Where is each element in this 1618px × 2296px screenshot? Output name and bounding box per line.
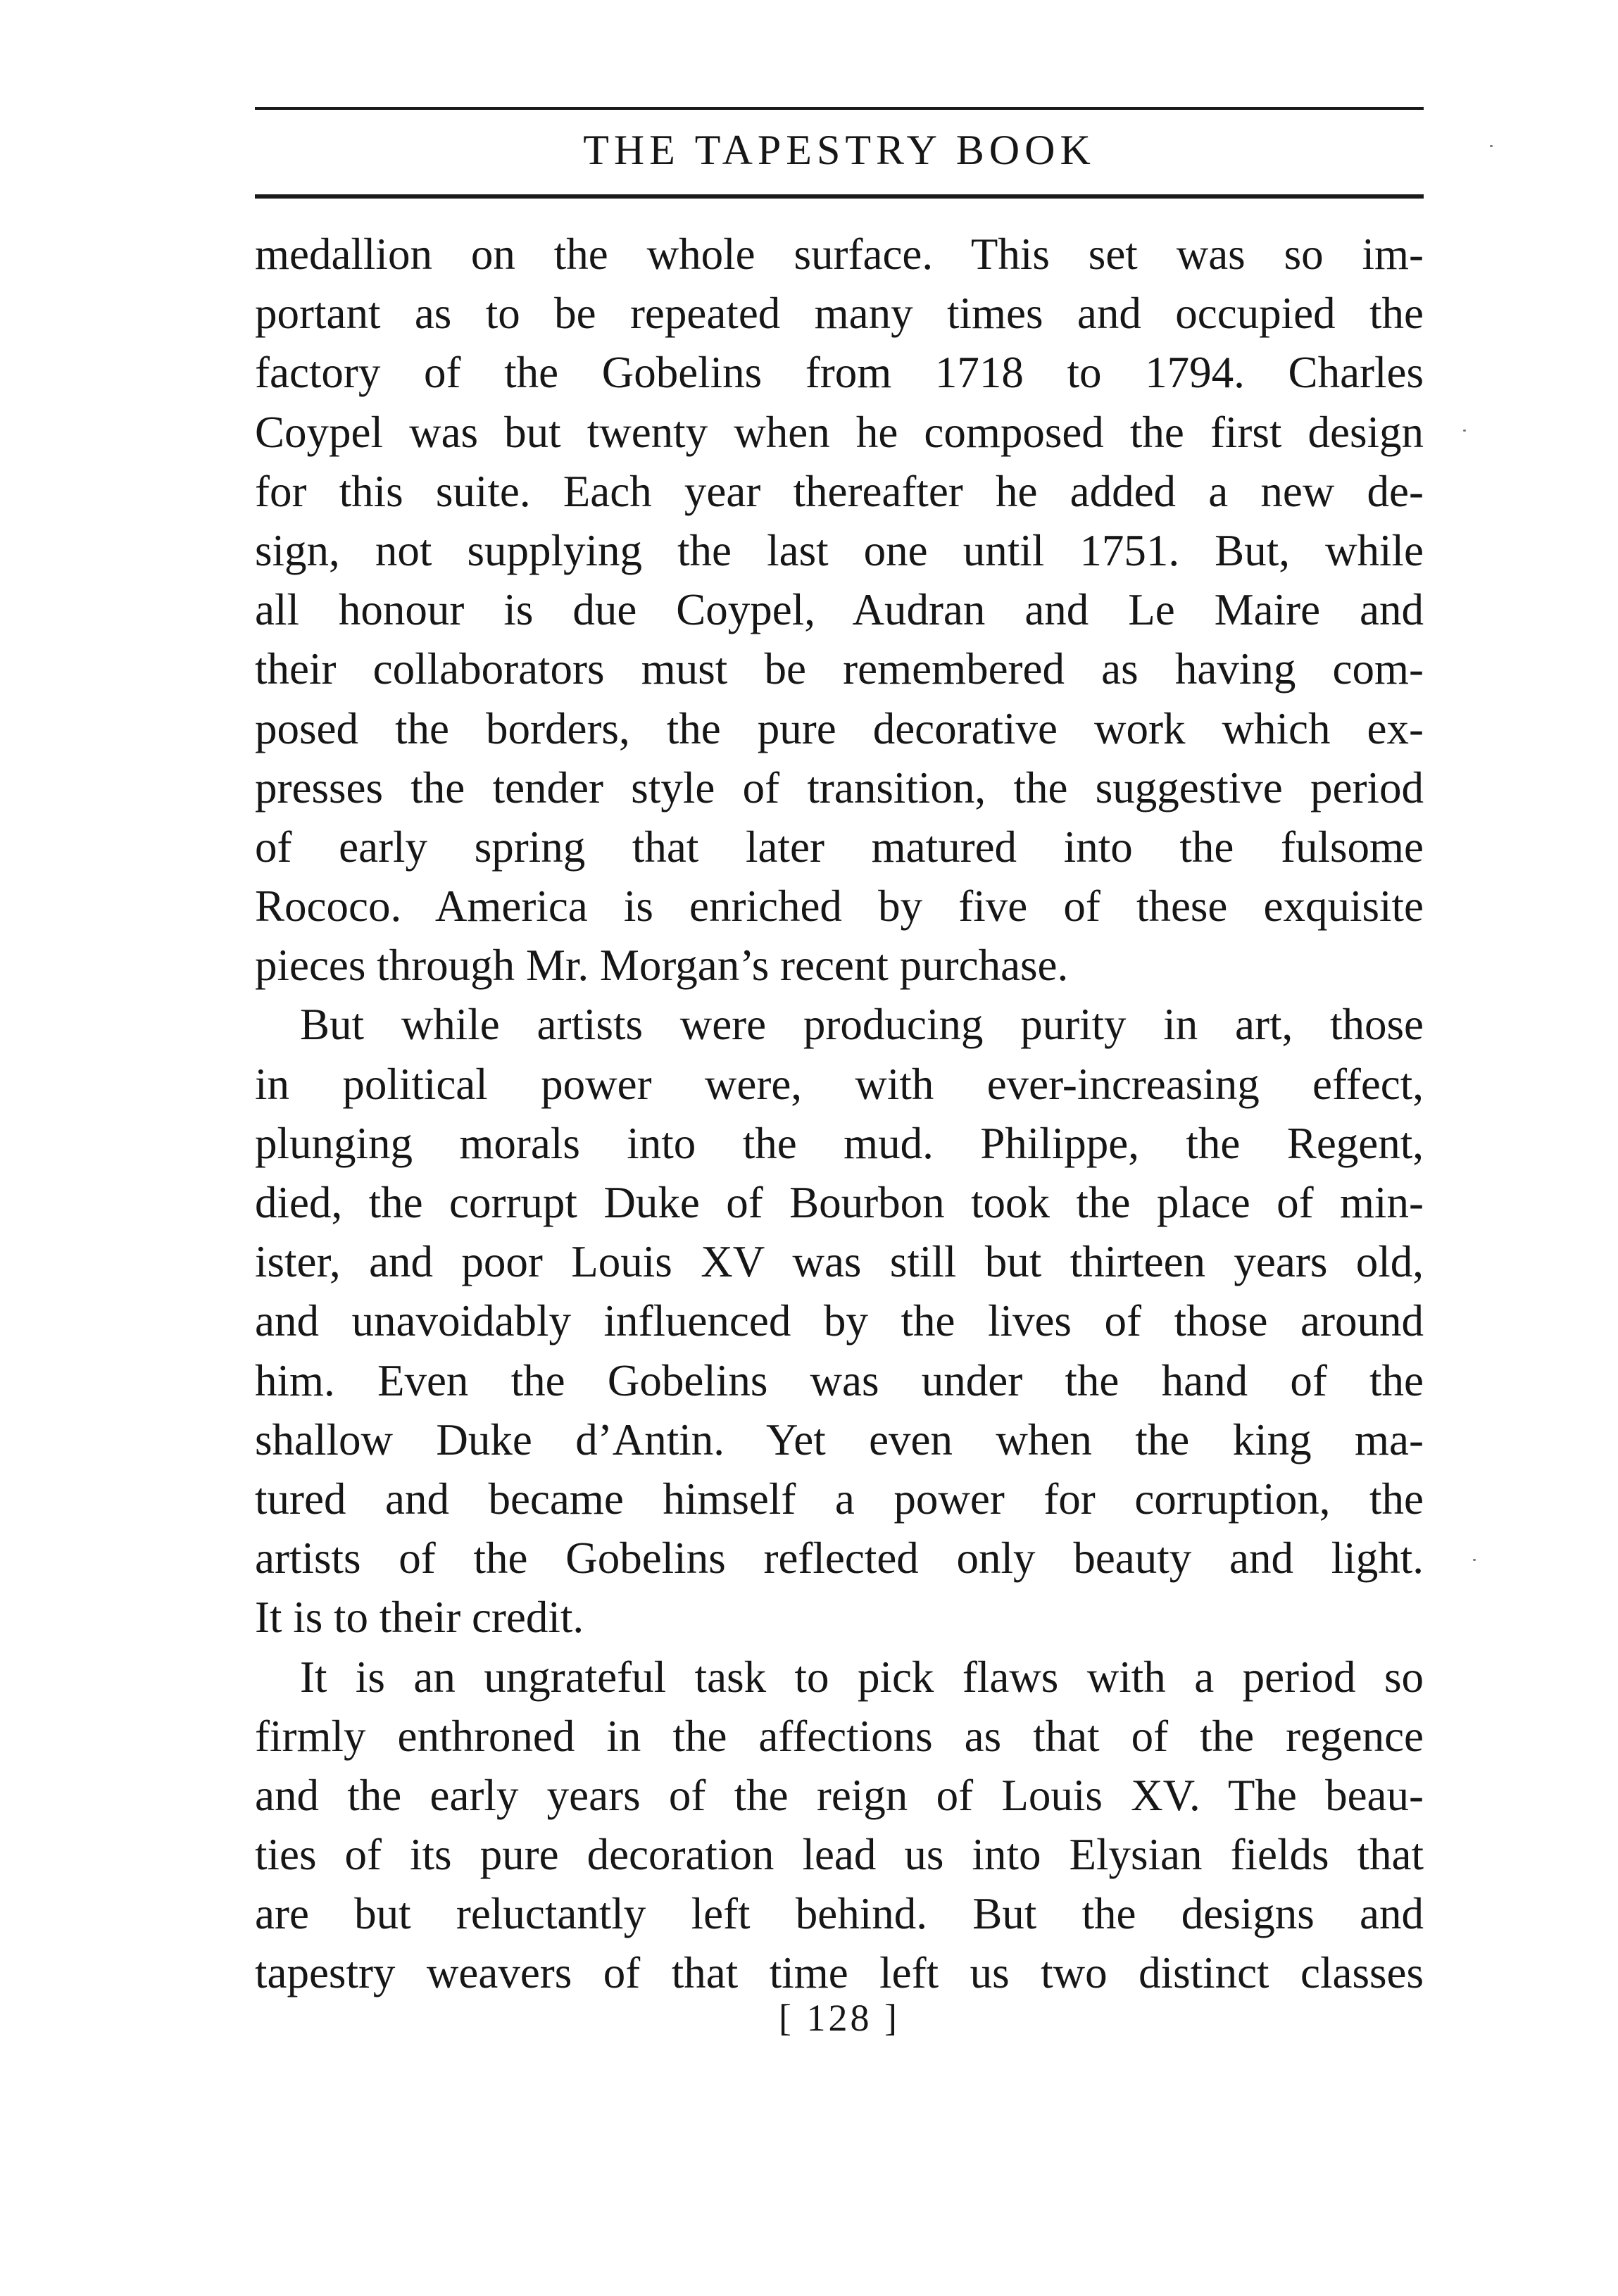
text-line: pieces through Mr. Morgan’s recent purchase. [255,941,1069,991]
text-line: and the early years of the reign of Louis XV. The beau- [255,1770,1424,1820]
book-page [255,0,1424,2296]
paper-speck [1473,1559,1476,1561]
text-line: tured and became himself a power for corruption, the [255,1474,1424,1524]
text-line: ister, and poor Louis XV was still but thirteen years old, [255,1237,1424,1287]
paragraph-1 [255,225,1424,995]
text-line: died, the corrupt Duke of Bourbon took the place of min- [255,1178,1424,1227]
text-line: posed the borders, the pure decorative work which ex- [255,703,1424,753]
text-line: artists of the Gobelins reflected only beauty and light. [255,1533,1424,1583]
text-line: Rococo. America is enriched by five of these exquisite [255,882,1424,931]
text-line: portant as to be repeated many times and occupied the [255,289,1424,339]
text-line: him. Even the Gobelins was under the hand of the [255,1355,1424,1405]
text-line: medallion on the whole surface. This set was so im- [255,230,1424,279]
body-text [255,225,1424,2003]
text-line: in political power were, with ever-increasing effect, [255,1059,1424,1109]
text-line: ties of its pure decoration lead us into Elysian fields that [255,1830,1424,1880]
text-line: of early spring that later matured into the fulsome [255,822,1424,872]
text-line: their collaborators must be remembered as having com- [255,644,1424,694]
text-line: shallow Duke d’Antin. Yet even when the king ma- [255,1414,1424,1464]
running-head: THE TAPESTRY BOOK [583,127,1096,173]
text-line: for this suite. Each year thereafter he added a new de- [255,466,1424,516]
text-line: tapestry weavers of that time left us two distinct classes [255,1948,1424,1998]
text-line: and unavoidably influenced by the lives of those around [255,1296,1424,1346]
text-line: factory of the Gobelins from 1718 to 1794. Charles [255,348,1424,398]
paper-speck [1463,429,1466,432]
header-rule-bottom [255,194,1424,199]
text-line: are but reluctantly left behind. But the designs and [255,1889,1424,1939]
text-line: sign, not supplying the last one until 1751. But, while [255,525,1424,575]
paper-speck [1490,145,1493,147]
text-line: presses the tender style of transition, the suggestive period [255,763,1424,813]
header-rule-top [255,107,1424,110]
text-line: But while artists were producing purity in art, those [300,1000,1424,1050]
text-line: plunging morals into the mud. Philippe, the Regent, [255,1118,1424,1168]
page-number: [ 128 ] [779,1997,900,2039]
paragraph-3 [255,1648,1424,2003]
text-line: firmly enthroned in the affections as that of the regence [255,1711,1424,1761]
text-line: It is an ungrateful task to pick flaws with a period so [300,1652,1424,1702]
text-line: Coypel was but twenty when he composed the first design [255,407,1424,457]
paragraph-2 [255,995,1424,1647]
text-line: all honour is due Coypel, Audran and Le Maire and [255,585,1424,635]
text-line: It is to their credit. [255,1593,584,1643]
